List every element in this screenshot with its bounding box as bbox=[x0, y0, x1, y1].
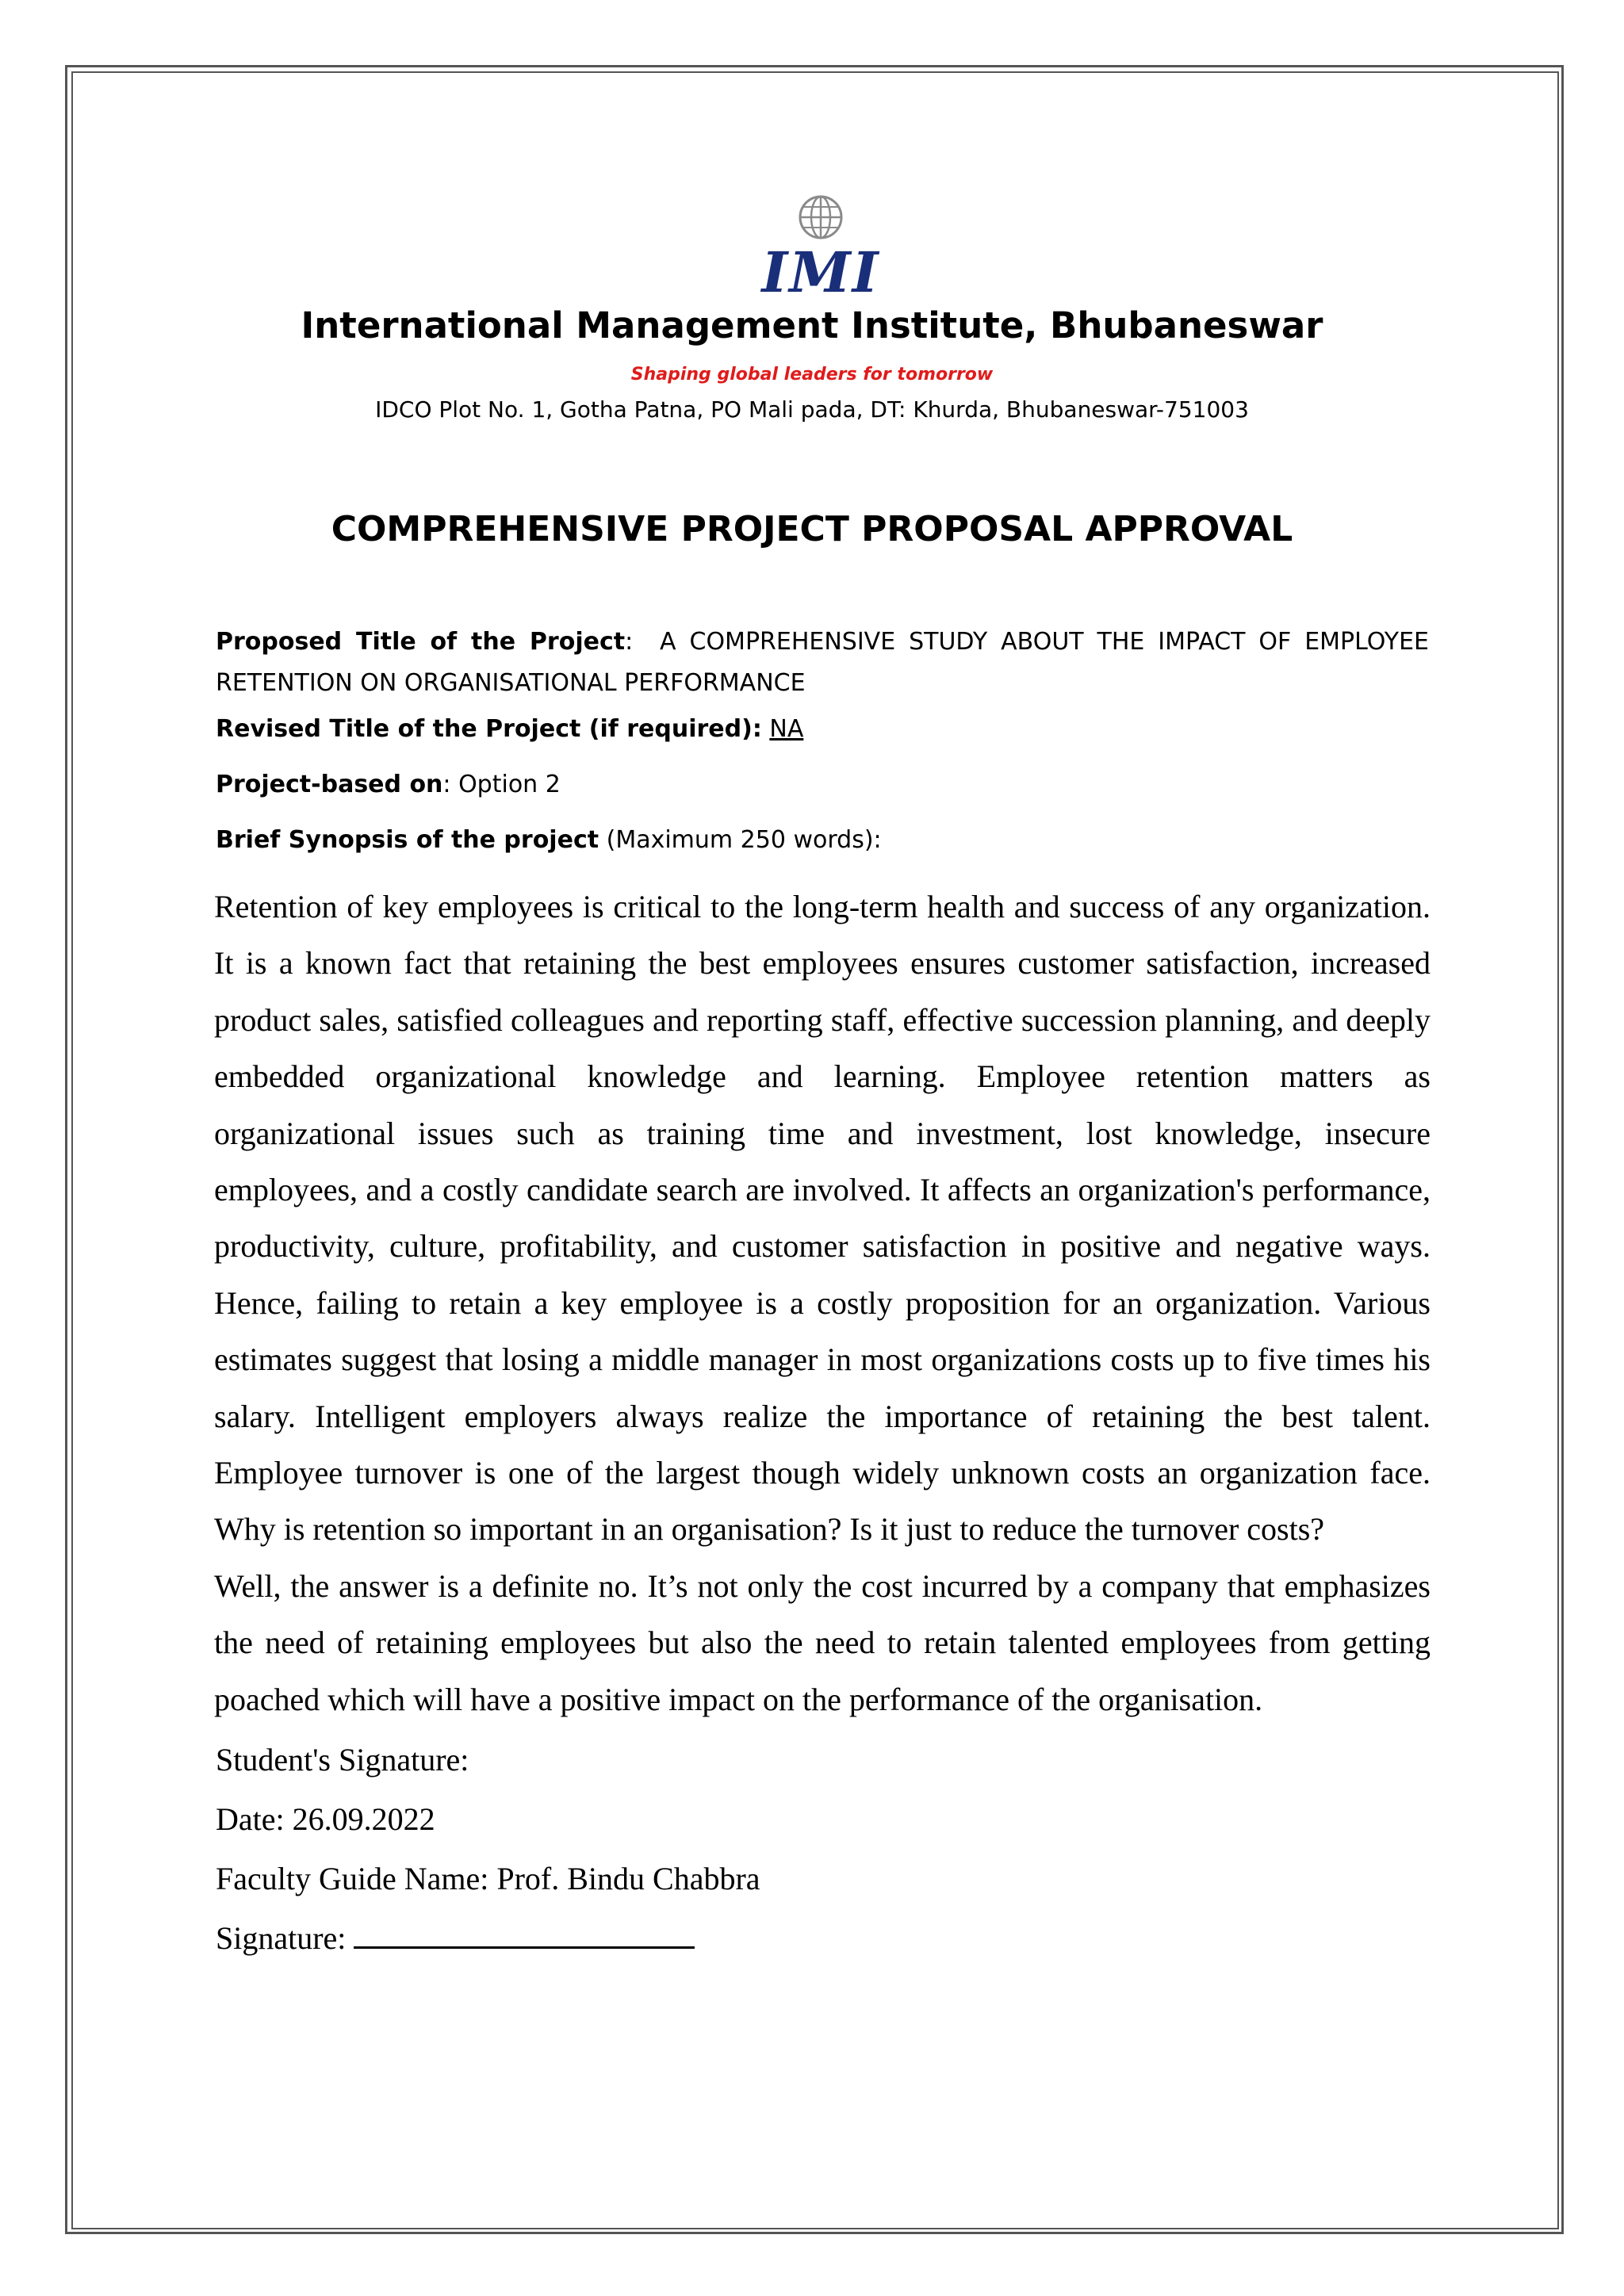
project-based-label: Project-based on bbox=[216, 771, 443, 798]
revised-title-value: NA bbox=[769, 715, 804, 743]
signature-block bbox=[216, 1730, 1167, 1968]
proposed-title-label: Proposed Title of the Project bbox=[216, 628, 626, 656]
proposed-title-value-line2: RETENTION ON ORGANISATIONAL PERFORMANCE bbox=[216, 669, 806, 697]
student-signature-label: Student's Signature: bbox=[216, 1742, 469, 1777]
institute-address: IDCO Plot No. 1, Gotha Patna, PO Mali pada, DT: Khurda, Bhubaneswar-751003 bbox=[375, 396, 1249, 423]
revised-title-label: Revised Title of the Project (if required): bbox=[216, 715, 762, 743]
project-fields bbox=[216, 622, 1429, 861]
date-line: Date: 26.09.2022 bbox=[216, 1801, 435, 1837]
signature-blank-line bbox=[354, 1919, 695, 1949]
faculty-signature-row bbox=[216, 1908, 1167, 1968]
synopsis-note: (Maximum 250 words): bbox=[606, 826, 882, 854]
logo-text: IMI bbox=[761, 239, 880, 298]
project-based-row: Project-based on: Option 2 bbox=[216, 771, 561, 798]
synopsis-text bbox=[214, 878, 1431, 1728]
institute-name: International Management Institute, Bhubaneswar bbox=[301, 304, 1323, 346]
project-based-value: Option 2 bbox=[458, 771, 561, 798]
synopsis-label: Brief Synopsis of the project bbox=[216, 826, 599, 854]
proposed-title-row: Proposed Title of the Project: A COMPREHENSIVE STUDY ABOUT THE IMPACT OF EMPLOYEE bbox=[216, 628, 1429, 656]
imi-logo bbox=[745, 193, 896, 298]
synopsis-paragraph-2: Well, the answer is a definite no. It’s not only the cost incurred by a company that emphasizes the need of retaining employees but also the need to retain talented employees from getting poached which will have a positive impact on the performance of the organisation. bbox=[214, 1567, 1431, 1717]
globe-icon bbox=[800, 197, 841, 238]
revised-title-row bbox=[216, 709, 1429, 750]
proposed-title-value-line1: A COMPREHENSIVE STUDY ABOUT THE IMPACT OF EMPLOYEE bbox=[660, 628, 1429, 656]
signature-label: Signature: bbox=[216, 1920, 347, 1956]
institute-tagline: Shaping global leaders for tomorrow bbox=[630, 365, 994, 385]
synopsis-heading-row bbox=[216, 820, 1429, 861]
faculty-guide-line: Faculty Guide Name: Prof. Bindu Chabbra bbox=[216, 1861, 760, 1896]
synopsis-paragraph-1: Retention of key employees is critical to the long-term health and success of any organization. It is a known fact that retaining the best employees ensures customer satisfaction, increased product sales, satisfied colleagues and reporting staff, effective succession planning, and deeply embedded organizational knowledge and learning. Employee retention matters as organizational issues such as training time and investment, lost knowledge, insecure employees, and a costly candidate search are involved. It affects an organization's performance, productivity, culture, profitability, and customer satisfaction in positive and negative ways. Hence, failing to retain a key employee is a costly proposition for an organization. Various estimates suggest that losing a middle manager in most organizations costs up to five times his salary. Intelligent employers always realize the importance of retaining the best talent. Employee turnover is one of the largest though widely unknown costs an organization face. Why is retention so important in an organisation? Is it just to reduce the turnover costs? bbox=[214, 889, 1431, 1548]
document-title: COMPREHENSIVE PROJECT PROPOSAL APPROVAL bbox=[331, 509, 1293, 549]
